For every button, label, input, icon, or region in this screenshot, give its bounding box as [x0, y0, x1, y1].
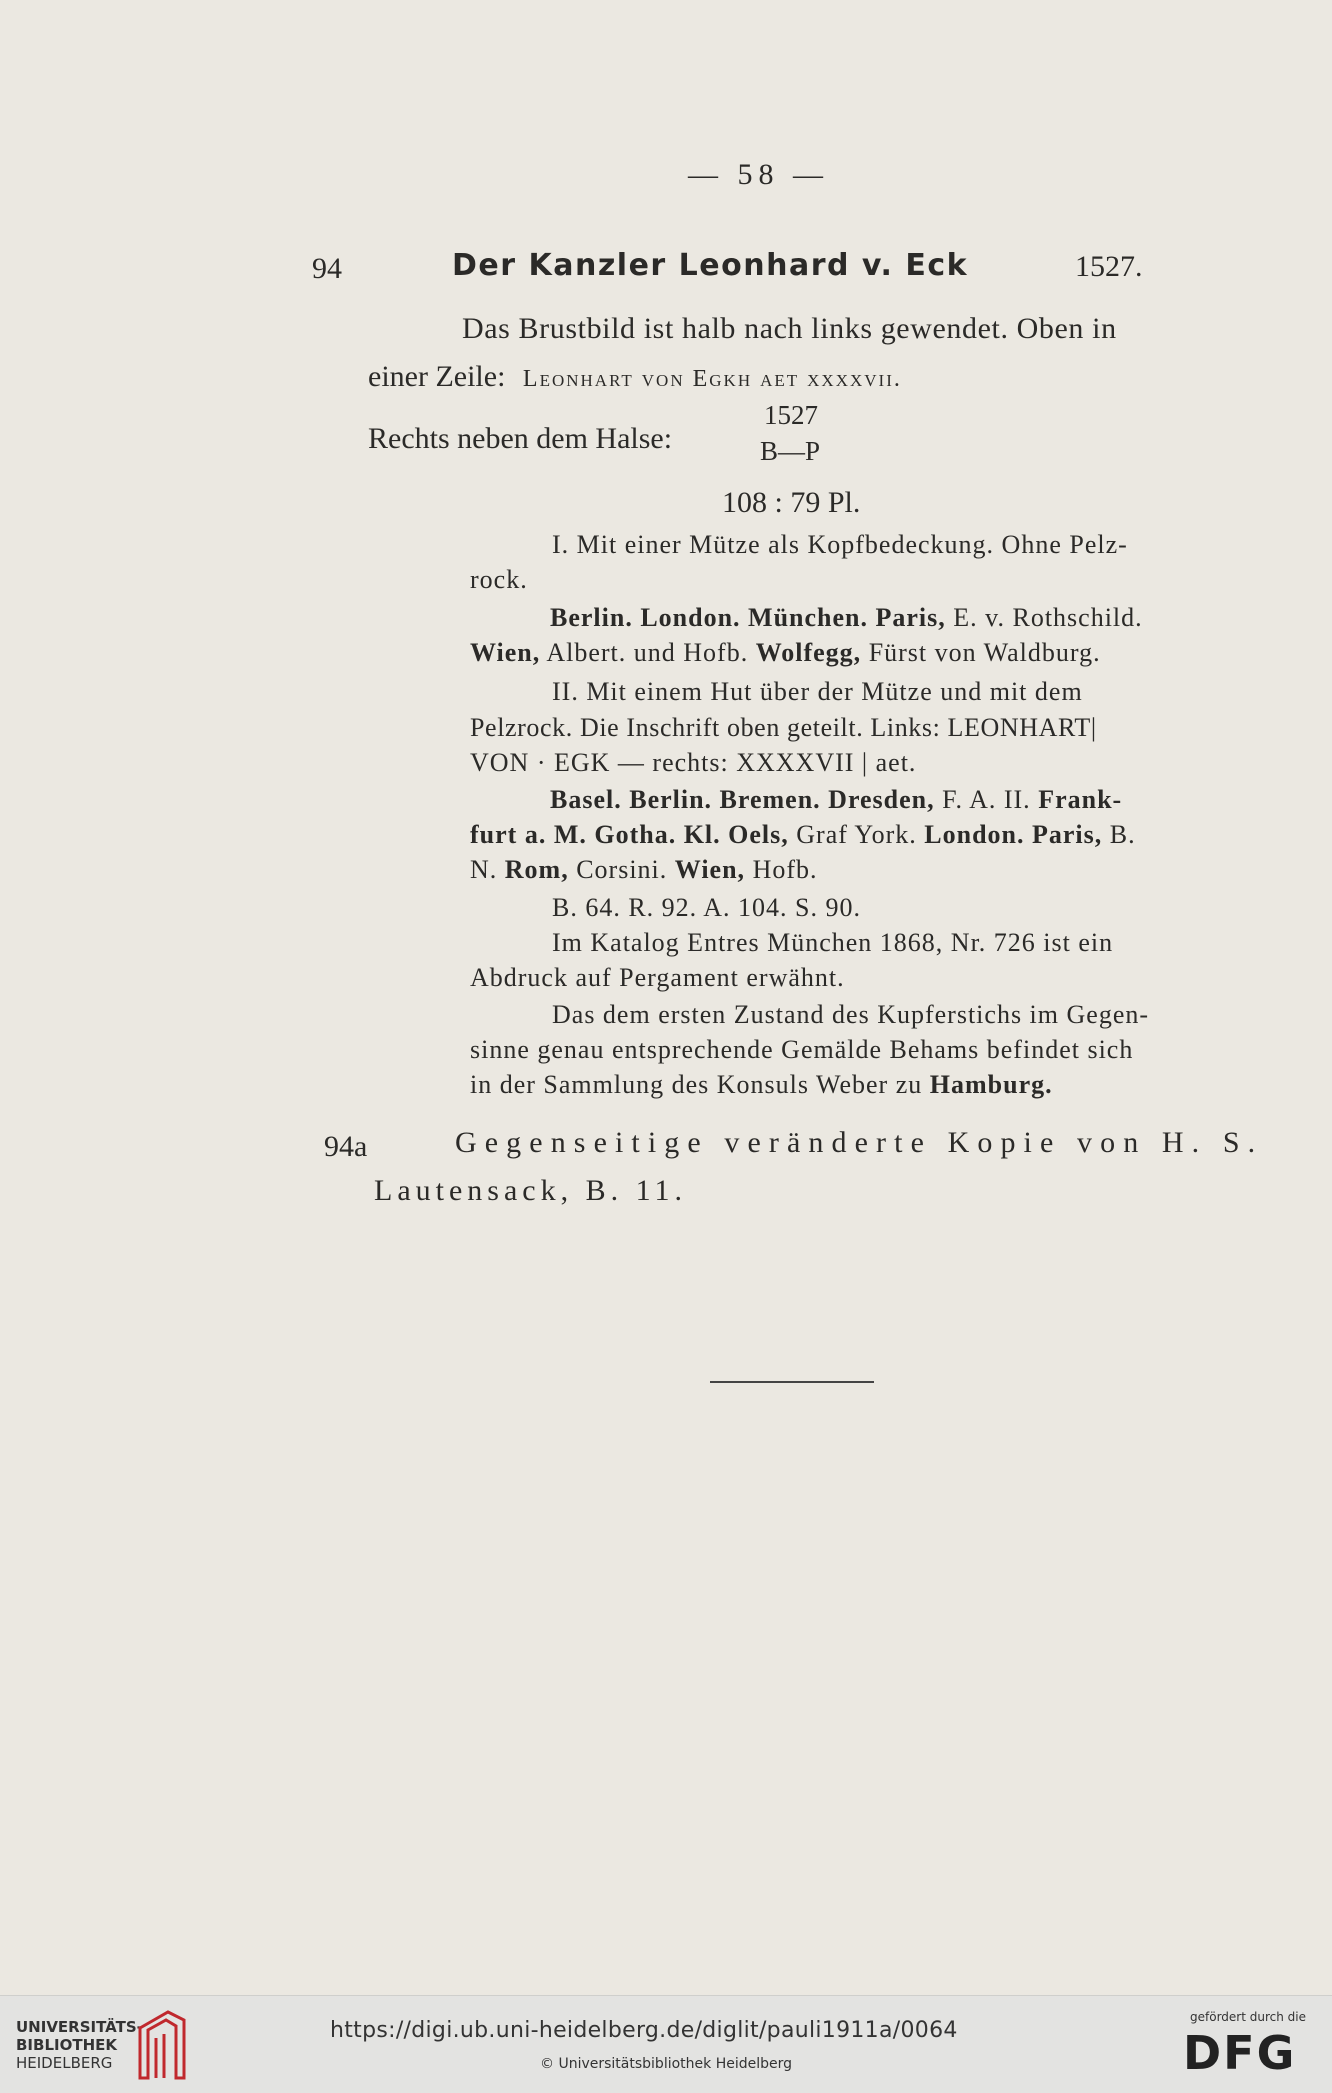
collection-cities: London. Paris, [924, 820, 1103, 849]
description-line-1: Das Brustbild ist halb nach links gewendet. Oben in [462, 312, 1117, 345]
note-2-line-2: sinne genau entsprechende Gemälde Behams befindet sich [470, 1035, 1134, 1064]
state-2-collections-line-1 [550, 785, 1122, 815]
collection-owner: B. [1102, 820, 1136, 849]
state-1-collections-line-2 [470, 638, 1101, 668]
note-2-line-1: Das dem ersten Zustand des Kupferstichs im Gegen- [552, 1000, 1150, 1029]
collection-owner: Corsini. [568, 855, 675, 884]
collection-owner: Fürst von Waldburg. [861, 638, 1101, 667]
catalogue-references: B. 64. R. 92. A. 104. S. 90. [552, 893, 861, 922]
funder-caption: gefördert durch die [1190, 2010, 1306, 2024]
collection-city: Rom, [504, 855, 569, 884]
state-2-collections-line-2 [470, 820, 1136, 850]
description-line-3: Rechts neben dem Halse: [368, 422, 673, 455]
collection-city: N. [470, 855, 505, 884]
inscription-text: Leonhart von Egkh aet xxxxvii. [522, 366, 902, 392]
state-2-collections-line-3 [470, 855, 818, 885]
description-line-2-label: einer Zeile: [368, 360, 506, 393]
entry-94a-number: 94a [324, 1130, 368, 1163]
note-text: in der Sammlung des Konsuls Weber zu [470, 1070, 930, 1099]
note-2-line-3 [470, 1070, 1053, 1100]
state-1-line-1: I. Mit einer Mütze als Kopfbedeckung. Ohne Pelz- [552, 530, 1128, 559]
collection-owner: Hofb. [745, 855, 818, 884]
viewer-footer [0, 1995, 1332, 2093]
library-logo-text [16, 2018, 143, 2072]
collection-cities: Basel. Berlin. Bremen. Dresden, [550, 785, 935, 814]
library-logo-icon [136, 2008, 188, 2082]
collection-cities: furt a. M. Gotha. Kl. Oels, [470, 820, 789, 849]
collection-city: Hamburg. [929, 1070, 1053, 1099]
section-rule [710, 1381, 874, 1383]
state-1-collections-line-1 [550, 603, 1143, 633]
collection-owner: Albert. und Hofb. [540, 638, 756, 667]
entry-94a-line-2: Lautensack, B. 11. [374, 1174, 687, 1207]
plate-size: 108 : 79 Pl. [722, 486, 861, 519]
entry-number: 94 [312, 252, 342, 285]
monogram-initials: B—P [760, 436, 821, 466]
state-2-line-3: VON · EGK — rechts: XXXXVII | aet. [470, 748, 917, 777]
collection-city: Wolfegg, [755, 638, 862, 667]
collection-owner: Graf York. [788, 820, 925, 849]
entry-title: Der Kanzler Leonhard v. Eck [452, 248, 969, 283]
library-name-line-3: HEIDELBERG [16, 2054, 113, 2072]
collection-cities: Berlin. London. München. Paris, [550, 603, 946, 632]
library-name-line-2: BIBLIOTHEK [16, 2036, 117, 2054]
collection-owner: F. A. II. [934, 785, 1039, 814]
page-number: — 58 — [688, 158, 829, 191]
note-1-line-2: Abdruck auf Pergament erwähnt. [470, 963, 845, 992]
state-2-line-1: II. Mit einem Hut über der Mütze und mit dem [552, 677, 1083, 706]
note-1-line-1: Im Katalog Entres München 1868, Nr. 726 ist ein [552, 928, 1114, 957]
description-line-2 [368, 360, 902, 394]
monogram-year: 1527 [764, 400, 818, 430]
library-name-line-1: UNIVERSITÄTS- [16, 2018, 143, 2036]
entry-year: 1527. [1075, 250, 1143, 283]
collection-city: Wien, [470, 638, 541, 667]
document-url[interactable]: https://digi.ub.uni-heidelberg.de/diglit/pauli1911a/0064 [330, 2018, 958, 2043]
collection-owner: E. v. Rothschild. [945, 603, 1143, 632]
state-1-line-2: rock. [470, 565, 528, 594]
copyright-notice: © Universitätsbibliothek Heidelberg [540, 2056, 793, 2072]
collection-city: Frank- [1038, 785, 1123, 814]
entry-94a-line-1: Gegenseitige veränderte Kopie von H. S. [455, 1126, 1264, 1159]
collection-city: Wien, [674, 855, 746, 884]
dfg-logo: DFG [1183, 2026, 1297, 2080]
state-2-line-2: Pelzrock. Die Inschrift oben geteilt. Links: LEONHART| [470, 713, 1097, 742]
